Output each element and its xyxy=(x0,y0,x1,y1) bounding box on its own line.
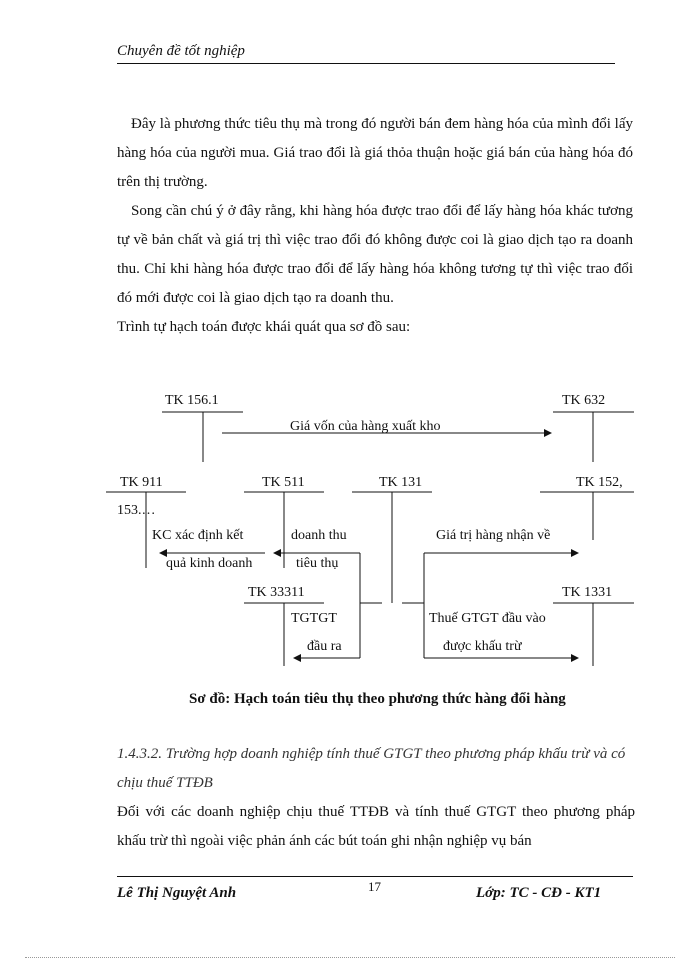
page-number: 17 xyxy=(368,879,381,894)
label-tk1331: TK 1331 xyxy=(562,585,613,600)
section-text: Đối với các doanh nghiệp chịu thuế TTĐB và tính thuế GTGT theo phương pháp khấu trừ thì ngoài việc phản ánh các bút toán ghi nhận nghiệp vụ bán xyxy=(117,804,635,849)
footer-class: Lớp: TC - CĐ - KT1 xyxy=(476,885,602,901)
label-tk632: TK 632 xyxy=(562,393,606,408)
label-tk33311: TK 33311 xyxy=(248,585,305,600)
label-tk1561: TK 156.1 xyxy=(165,393,219,408)
paragraph-1: Đây là phương thức tiêu thụ mà trong đó người bán đem hàng hóa của mình đổi lấy hàng hóa của người mua. Giá trao đổi là giá thỏa thuận hoặc giá bán của hàng hóa đó trên thị trường. xyxy=(117,116,633,190)
diagram-caption: Sơ đồ: Hạch toán tiêu thụ theo phương thức hàng đổi hàng xyxy=(189,691,566,707)
page-header-title: Chuyên đề tốt nghiệp xyxy=(117,43,245,59)
section-heading: 1.4.3.2. Trường hợp doanh nghiệp tính thuế GTGT theo phương pháp khấu trừ và có chịu thuế TTĐB xyxy=(117,746,626,791)
label-dau-ra: đầu ra xyxy=(307,639,342,654)
label-tieu-thu: tiêu thụ xyxy=(296,556,339,571)
label-tk131: TK 131 xyxy=(379,475,423,490)
accounting-diagram xyxy=(0,380,700,670)
section-block xyxy=(117,740,635,856)
footer-author: Lê Thị Nguyệt Anh xyxy=(117,885,237,901)
header-rule xyxy=(117,63,615,64)
label-tk153: 153.… xyxy=(117,503,156,518)
label-gia-von: Giá vốn của hàng xuất kho xyxy=(290,419,441,434)
label-tk911: TK 911 xyxy=(120,475,163,490)
label-doanh-thu: doanh thu xyxy=(291,528,347,543)
label-kc-2: quả kinh doanh xyxy=(166,556,253,571)
label-duoc-khau-tru: được khấu trừ xyxy=(443,639,522,654)
label-kc-1: KC xác định kết xyxy=(152,528,244,543)
body-text xyxy=(117,110,633,342)
page-bottom-border xyxy=(25,957,675,958)
paragraph-3: Trình tự hạch toán được khái quát qua sơ đồ sau: xyxy=(117,319,411,335)
label-tgtgt: TGTGT xyxy=(291,611,337,626)
label-tk152: TK 152, xyxy=(576,475,623,490)
label-thue-gtgt: Thuế GTGT đầu vào xyxy=(429,611,546,626)
footer-rule xyxy=(117,876,633,877)
label-gia-tri-hang: Giá trị hàng nhận về xyxy=(436,528,551,543)
label-tk511: TK 511 xyxy=(262,475,305,490)
paragraph-2: Song cần chú ý ở đây rằng, khi hàng hóa được trao đổi để lấy hàng hóa khác tương tự về bản chất và giá trị thì việc trao đổi đó không được coi là giao dịch tạo ra doanh thu. Chỉ khi hàng hóa được trao đổi để lấy hàng hóa không tương tự thì việc trao đổi đó mới được coi là giao dịch tạo ra doanh thu. xyxy=(117,203,633,306)
